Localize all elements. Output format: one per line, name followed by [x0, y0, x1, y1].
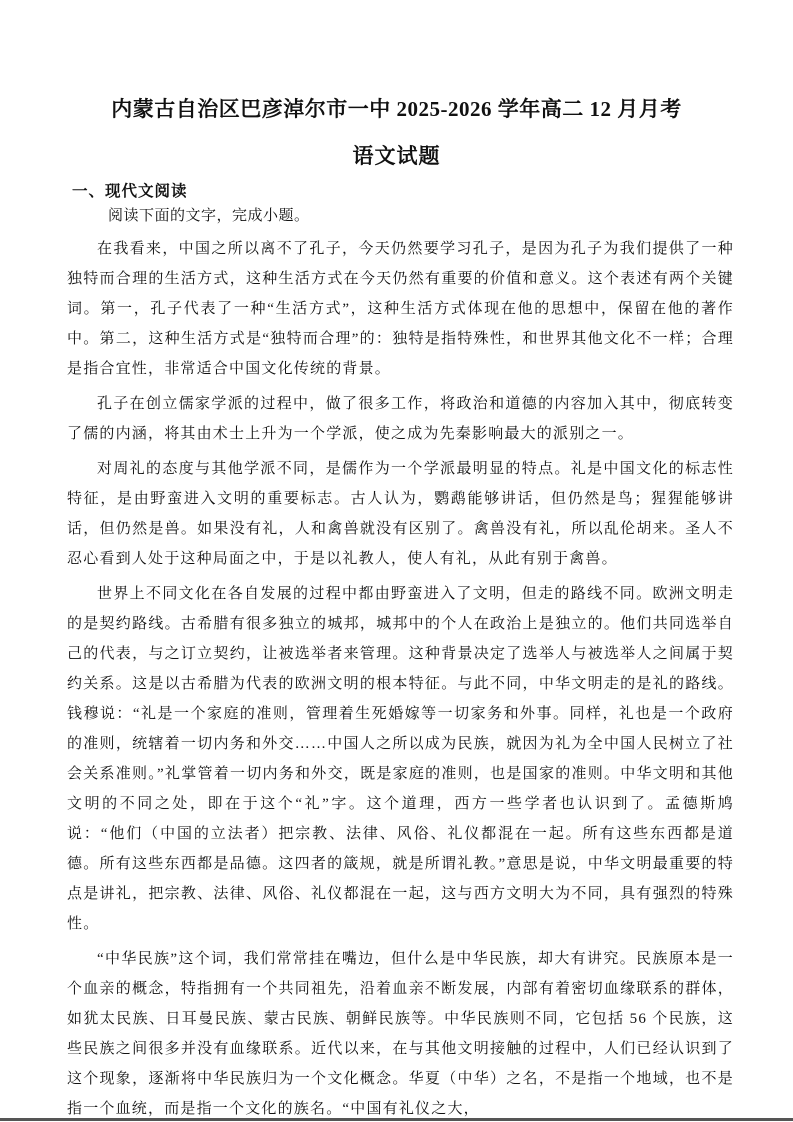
passage-paragraph-2: 孔子在创立儒家学派的过程中，做了很多工作，将政治和道德的内容加入其中，彻底转变了儒的内涵，将其由术士上升为一个学派，使之成为先秦影响最大的派别之一。: [67, 396, 734, 442]
reading-instruction: 阅读下面的文字，完成小题。: [108, 208, 310, 224]
reading-passage: [67, 234, 734, 1122]
document-title: 内蒙古自治区巴彦淖尔市一中 2025-2026 学年高二 12 月月考: [111, 97, 682, 121]
page-bottom-divider: [0, 1118, 793, 1121]
passage-paragraph-1: 在我看来，中国之所以离不了孔子，今天仍然要学习孔子，是因为孔子为我们提供了一种独特而合理的生活方式，这种生活方式在今天仍然有重要的价值和意义。这个表述有两个关键词。第一，孔子代表了一种“生活方式”，这种生活方式体现在他的思想中，保留在他的著作中。第二，这种生活方式是“独特而合理”的：独特是指特殊性，和世界其他文化不一样；合理是指合宜性，非常适合中国文化传统的背景。: [67, 241, 734, 377]
passage-paragraph-4: 世界上不同文化在各自发展的过程中都由野蛮进入了文明，但走的路线不同。欧洲文明走的是契约路线。古希腊有很多独立的城邦，城邦中的个人在政治上是独立的。他们共同选举自己的代表，与之订立契约，让被选举者来管理。这种背景决定了选举人与被选举人之间属于契约关系。这是以古希腊为代表的欧洲文明的根本特征。与此不同，中华文明走的是礼的路线。钱穆说：“礼是一个家庭的准则，管理着生死婚嫁等一切家务和外事。同样，礼也是一个政府的准则，统辖着一切内务和外交……中国人之所以成为民族，就因为礼为全中国人民树立了社会关系准则。”礼掌管着一切内务和外交，既是家庭的准则，也是国家的准则。中华文明和其他文明的不同之处，即在于这个“礼”字。这个道理，西方一些学者也认识到了。孟德斯鸠说：“他们（中国的立法者）把宗教、法律、风俗、礼仪都混在一起。所有这些东西都是道德。所有这些东西都是品德。这四者的箴规，就是所谓礼教。”意思是说，中华文明最重要的特点是讲礼，把宗教、法律、风俗、礼仪都混在一起，这与西方文明大为不同，具有强烈的特殊性。: [67, 586, 734, 932]
document-subtitle: 语文试题: [352, 144, 441, 168]
section-heading-modern-text-reading: 一、现代文阅读: [72, 183, 188, 200]
passage-paragraph-3: 对周礼的态度与其他学派不同，是儒作为一个学派最明显的特点。礼是中国文化的标志性特征，是由野蛮进入文明的重要标志。古人认为，鹦鹉能够讲话，但仍然是鸟；猩猩能够讲话，但仍然是兽。如果没有礼，人和禽兽就没有区别了。禽兽没有礼，所以乱伦胡来。圣人不忍心看到人处于这种局面之中，于是以礼教人，使人有礼，从此有别于禽兽。: [67, 461, 734, 567]
passage-paragraph-5: “中华民族”这个词，我们常常挂在嘴边，但什么是中华民族，却大有讲究。民族原本是一个血亲的概念，特指拥有一个共同祖先，沿着血亲不断发展，内部有着密切血缘联系的群体，如犹太民族、日耳曼民族、蒙古民族、朝鲜民族等。中华民族则不同，它包括 56 个民族，这些民族之间很多并没有血缘联系。近代以来，在与其他文明接触的过程中，人们已经认识到了这个现象，逐渐将中华民族归为一个文化概念。华夏（中华）之名，不是指一个地域，也不是指一个血统，而是指一个文化的族名。“中国有礼仪之大，: [67, 951, 734, 1117]
